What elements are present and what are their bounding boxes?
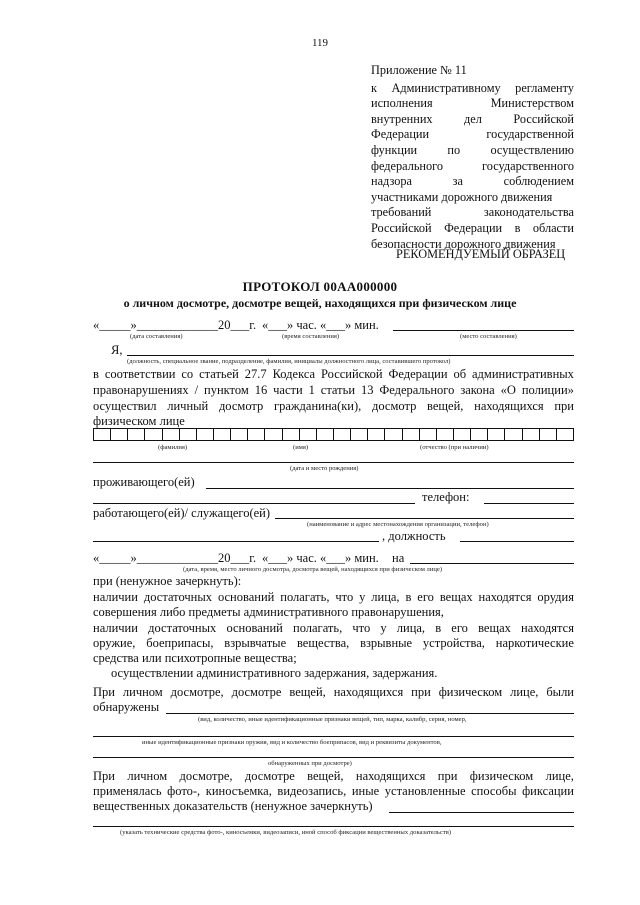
word: вещах (478, 621, 511, 635)
fio-cell[interactable] (488, 429, 505, 440)
word: статьей (199, 367, 239, 381)
fio-cell[interactable] (231, 429, 248, 440)
word: статьи (320, 383, 356, 397)
opt1-line1 (93, 590, 574, 605)
birth-line[interactable] (93, 462, 574, 463)
word: по (447, 142, 461, 157)
unneeded-label: при (ненужное зачеркнуть): (93, 574, 242, 588)
fio-cell[interactable] (145, 429, 162, 440)
working-line[interactable] (275, 518, 574, 519)
opt2-line1 (93, 621, 574, 636)
phone-label: телефон: (422, 490, 470, 504)
word: об (453, 367, 467, 381)
word: наркотические (495, 636, 574, 650)
na-label: на (392, 551, 405, 565)
word: Российской (371, 220, 432, 235)
word: Административному (391, 80, 501, 95)
word: безопасности дорожного движения (371, 236, 556, 251)
position-line-left[interactable] (93, 541, 379, 542)
word: боеприпасы, (146, 636, 214, 650)
word: участниками дорожного движения (371, 189, 553, 204)
found-line-3[interactable] (93, 757, 574, 758)
fio-cell[interactable] (214, 429, 231, 440)
word: находятся (521, 621, 574, 635)
fio-cell[interactable] (385, 429, 402, 440)
word: находящихся (355, 769, 426, 783)
opt2-line3: средства или психотропные вещества; (93, 651, 297, 665)
word: видеозапись, (277, 784, 347, 798)
means-line[interactable] (389, 812, 574, 813)
caption-found-3: обнаруженных при досмотре) (268, 760, 352, 767)
ya-label: Я, (111, 343, 123, 357)
word: в (435, 621, 442, 635)
word: находятся (478, 590, 532, 604)
fio-cell[interactable] (420, 429, 437, 440)
word: соответствии (104, 367, 176, 381)
word: пунктом (204, 383, 249, 397)
word: полиции» (521, 383, 574, 397)
word: При (93, 769, 115, 783)
word: 16 (254, 383, 268, 397)
fio-cell[interactable] (248, 429, 265, 440)
means-line1 (93, 769, 574, 784)
found-line1 (93, 685, 574, 700)
recommended-sample-label: РЕКОМЕНДУЕМЫЙ ОБРАЗЕЦ (396, 247, 566, 261)
word: у (359, 590, 366, 604)
para1-line4: физическом лице (93, 414, 185, 428)
caption-organization: (наименование и адрес местонахождения организации, телефон) (307, 521, 489, 528)
inspection-place-line[interactable] (410, 563, 574, 564)
caption-date: (дата составления) (130, 333, 183, 340)
found-line-2[interactable] (93, 736, 574, 737)
opt3-line: осуществлении административного задержания, задержания. (111, 666, 438, 680)
word: досмотр (372, 399, 417, 413)
word: надзора (371, 174, 412, 189)
word: закона (460, 383, 495, 397)
place-line[interactable] (393, 330, 574, 331)
word: что (352, 621, 371, 635)
word: устройства, (422, 636, 485, 650)
word: взрывчатые (224, 636, 287, 650)
word: в (514, 220, 521, 235)
appendix-heading: Приложение № 11 (371, 63, 467, 77)
word: фиксации (522, 784, 574, 798)
word: функции (371, 142, 418, 157)
word: законодательства (483, 205, 574, 220)
word: полагать, (293, 621, 343, 635)
means-line3: вещественных доказательств (ненужное зачеркнуть) (93, 799, 373, 813)
found-line2: обнаружены (93, 700, 160, 714)
word: достаточных (148, 621, 217, 635)
fio-cell[interactable] (283, 429, 300, 440)
word: вещей, (427, 399, 464, 413)
fio-cell[interactable] (265, 429, 282, 440)
word: 13 (360, 383, 374, 397)
position-line[interactable] (460, 541, 574, 542)
word: установленные (384, 784, 466, 798)
appendix-line (371, 221, 574, 237)
word: внутренних (371, 111, 433, 126)
word: наличии (93, 621, 138, 635)
residing-line[interactable] (206, 488, 574, 489)
word: Российской (321, 367, 383, 381)
para1-line1 (93, 367, 574, 382)
word: оружие, (93, 636, 136, 650)
word: лица, (396, 621, 426, 635)
word: лица, (371, 590, 400, 604)
word: административных (472, 367, 574, 381)
word: в (93, 367, 99, 381)
caption-patronymic: (отчество (при наличии) (420, 444, 489, 451)
fio-cell[interactable] (523, 429, 540, 440)
word: физическом (438, 685, 503, 699)
word: личный (167, 399, 209, 413)
appendix-lines (371, 81, 574, 253)
fio-cell[interactable] (300, 429, 317, 440)
word: к (371, 80, 377, 95)
word: личном (127, 769, 168, 783)
word: фото-, (167, 784, 201, 798)
time-field[interactable]: «___» час. «___» мин. (262, 318, 379, 332)
fio-cell-grid[interactable] (93, 428, 574, 441)
means-line-2[interactable] (93, 826, 574, 827)
word: соблюдением (503, 174, 574, 189)
found-line[interactable] (166, 713, 574, 714)
word: досмотре (244, 769, 295, 783)
word: находящихся (333, 685, 404, 699)
para1-line2 (93, 383, 574, 398)
word: физическом (469, 769, 534, 783)
word: вещей, (289, 685, 326, 699)
word: требований (371, 205, 432, 220)
word: Федерации (371, 127, 430, 142)
residing-label: проживающего(ей) (93, 475, 195, 489)
appendix-line (371, 190, 574, 206)
address-line-2[interactable] (93, 503, 415, 504)
fio-cell[interactable] (505, 429, 522, 440)
caption-means: (указать технические средства фото-, киносъемки, видеозаписи, иной способ фиксации вещественных доказательств) (120, 829, 452, 836)
word: полагать, (280, 590, 330, 604)
fio-cell[interactable] (94, 429, 111, 440)
appendix-line (371, 81, 574, 97)
appendix-line (371, 127, 574, 143)
word: достаточных (143, 590, 213, 604)
phone-line[interactable] (484, 503, 574, 504)
working-label: работающего(ей)/ служащего(ей) (93, 506, 271, 520)
opt2-line2 (93, 636, 574, 651)
word: наличии (93, 590, 138, 604)
caption-inspection: (дата, время, место личного досмотра, досмотра вещей, находящихся при физическом лице) (183, 566, 443, 573)
word: Министерством (490, 96, 574, 111)
fio-cell[interactable] (334, 429, 351, 440)
officer-line[interactable] (127, 355, 574, 356)
word: орудия (537, 590, 574, 604)
word: федерального (371, 158, 444, 173)
word: у (380, 621, 387, 635)
word: что (335, 590, 354, 604)
caption-found-2: иные идентификационные признаки оружия, вид и количество боеприпасов, вид и реквизиты документов, (142, 739, 442, 746)
appendix-line (371, 159, 574, 175)
fio-cell[interactable] (403, 429, 420, 440)
word: регламенту (515, 80, 574, 95)
word: дел (464, 111, 482, 126)
word: при (554, 399, 574, 413)
word: Федерации (444, 220, 503, 235)
word: личном (122, 685, 163, 699)
word: его (417, 590, 434, 604)
word: при (411, 685, 431, 699)
position-label: , должность (382, 529, 446, 543)
word: гражданина(ки), (273, 399, 362, 413)
word: оснований (217, 590, 275, 604)
word: оснований (226, 621, 283, 635)
document-title: ПРОТОКОЛ 00АА000000 (242, 279, 398, 294)
word: правонарушениях (93, 383, 189, 397)
word: за (452, 174, 463, 189)
fio-cell[interactable] (540, 429, 557, 440)
appendix-line (371, 96, 574, 112)
fio-cell[interactable] (180, 429, 197, 440)
word: / (194, 383, 199, 397)
caption-place: (место составления) (460, 333, 517, 340)
word: лице, (510, 685, 539, 699)
word: «О (500, 383, 516, 397)
fio-cell[interactable] (163, 429, 180, 440)
word: были (546, 685, 574, 699)
word: вещей, (307, 769, 344, 783)
means-line2 (93, 784, 574, 799)
appendix-line (371, 174, 574, 190)
word: досмотре, (179, 769, 233, 783)
word: способы (471, 784, 517, 798)
inspection-time-field[interactable]: «___» час. «___» мин. (262, 551, 379, 565)
word: киносъемка, (205, 784, 272, 798)
fio-cell[interactable] (557, 429, 573, 440)
inspection-date-field[interactable]: «_____»_____________20___г. (93, 551, 257, 565)
para1-line3 (93, 399, 574, 414)
fio-cell[interactable] (317, 429, 334, 440)
fio-cell[interactable] (368, 429, 385, 440)
appendix-line (371, 205, 574, 221)
caption-found-1: (вид, количество, иные идентификационные признаки вещей, тип, марка, калибр, серия, номер, (198, 716, 467, 723)
appendix-block (371, 63, 574, 252)
page-number: 119 (311, 37, 329, 49)
word: 1 (308, 383, 315, 397)
word: При (93, 685, 115, 699)
word: взрывные (360, 636, 413, 650)
word: лице, (545, 769, 574, 783)
fio-cell[interactable] (351, 429, 368, 440)
word: исполнения (371, 96, 433, 111)
word: со (181, 367, 194, 381)
fio-cell[interactable] (128, 429, 145, 440)
word: Федерального (379, 383, 455, 397)
word: государственного (482, 158, 574, 173)
fio-cell[interactable] (437, 429, 454, 440)
word: его (451, 621, 468, 635)
word: при (437, 769, 458, 783)
caption-birth: (дата и место рождения) (290, 465, 359, 472)
fio-cell[interactable] (197, 429, 214, 440)
date-field[interactable]: «_____»_____________20___г. (93, 318, 257, 332)
word: досмотре (231, 685, 282, 699)
appendix-line (371, 112, 574, 128)
word: применялась (93, 784, 162, 798)
caption-time: (время составления) (282, 333, 340, 340)
document-subtitle: о личном досмотре, досмотре вещей, находящихся при физическом лице (123, 296, 517, 310)
word: находящихся (474, 399, 544, 413)
word: 27.7 (244, 367, 267, 381)
fio-cell[interactable] (454, 429, 471, 440)
word: Российской (513, 111, 574, 126)
word: области (532, 220, 574, 235)
caption-name: (имя) (293, 444, 309, 451)
word: досмотр (218, 399, 264, 413)
word: государственной (486, 127, 574, 142)
word: иные (351, 784, 380, 798)
word: части (273, 383, 303, 397)
word: вещах (439, 590, 473, 604)
caption-officer: (должность, специальное звание, подразделение, фамилия, инициалы должностного лица, составившего протокол) (127, 358, 451, 365)
opt1-line2: совершения либо предметы административного правонарушения, (93, 605, 444, 619)
word: осуществлению (490, 142, 574, 157)
word: Кодекса (272, 367, 316, 381)
word: досмотре, (170, 685, 224, 699)
appendix-line (371, 143, 574, 159)
fio-cell[interactable] (471, 429, 488, 440)
word: Федерации (388, 367, 448, 381)
caption-surname: (фамилия) (158, 444, 188, 451)
word: вещества, (296, 636, 350, 650)
word: осуществил (93, 399, 157, 413)
word: в (405, 590, 412, 604)
fio-cell[interactable] (111, 429, 128, 440)
